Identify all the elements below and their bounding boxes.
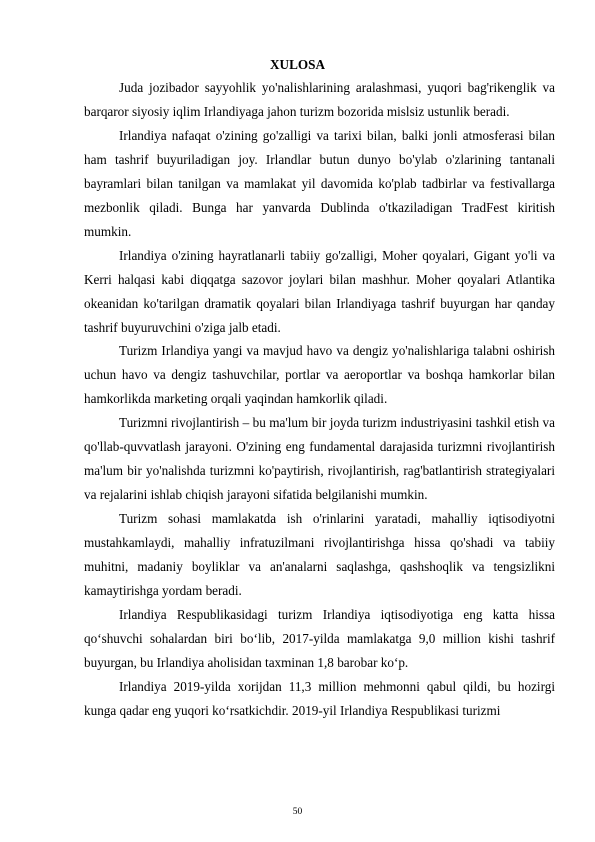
paragraph-1: Juda jozibador sayyohlik yo'nalishlarining aralashmasi, yuqori bag'rikenglik va barqaror siyosiy iqlim Irlandiyaga jahon turizm bozorida mislsiz ustunlik beradi. xyxy=(84,80,555,119)
paragraph-8: Irlandiya 2019-yilda xorijdan 11,3 million mehmonni qabul qildi, bu hozirgi kunga qadar eng yuqori ko‘rsatkichdir. 2019-yil Irlandiya Respublikasi turizmi xyxy=(84,678,555,718)
body-text xyxy=(84,76,555,723)
section-title: XULOSA xyxy=(270,57,325,72)
paragraph-7: Irlandiya Respublikasidagi turizm Irlandiya iqtisodiyotiga eng katta hissa qo‘shuvchi sohalardan biri bo‘lib, 2017-yilda mamlakatga 9,0 million kishi tashrif buyurgan, bu Irlandiya aholisidan taxminan 1,8 barobar ko‘p. xyxy=(84,606,555,670)
paragraph-6: Turizm sohasi mamlakatda ish o'rinlarini yaratadi, mahalliy iqtisodiyotni mustahkamlaydi, mahalliy infratuzilmani rivojlantirishga hissa qo'shadi va tabiiy muhitni, madaniy boyliklar va an'analarni saqlashga, qashshoqlik va tengsizlikni kamaytirishga yordam beradi. xyxy=(84,511,555,599)
page-number: 50 xyxy=(292,807,303,817)
paragraph-3: Irlandiya o'zining hayratlanarli tabiiy go'zalligi, Moher qoyalari, Gigant yo'li va Kerri halqasi kabi diqqatga sazovor joylari bilan mashhur. Moher qoyalari Atlantika okeanidan ko'tarilgan dramatik qoyalari bilan Irlandiyaga tashrif buyurgan har qanday tashrif buyuruvchini o'ziga jalb etadi. xyxy=(84,247,555,335)
paragraph-4: Turizm Irlandiya yangi va mavjud havo va dengiz yo'nalishlariga talabni oshirish uchun havo va dengiz tashuvchilar, portlar va aeroportlar va boshqa hamkorlar bilan hamkorlikda marketing orqali yaqindan hamkorlik qiladi. xyxy=(84,343,555,407)
paragraph-2: Irlandiya nafaqat o'zining go'zalligi va tarixi bilan, balki jonli atmosferasi bilan ham tashrif buyuriladigan joy. Irlandlar butun dunyo bo'ylab o'zlarining tantanali bayramlari bilan tanilgan va mamlakat yil davomida ko'plab tadbirlar va festivallarga mezbonlik qiladi. Bunga har yanvarda Dublinda o'tkaziladigan TradFest kiritish mumkin. xyxy=(84,127,555,239)
paragraph-5: Turizmni rivojlantirish – bu ma'lum bir joyda turizm industriyasini tashkil etish va qo'llab-quvvatlash jarayoni. O'zining eng fundamental darajasida turizmni rivojlantirish ma'lum bir yo'nalishda turizmni ko'paytirish, rivojlantirish, rag'batlantirish strategiyalari va rejalarini ishlab chiqish jarayoni sifatida belgilanishi mumkin. xyxy=(84,415,555,503)
